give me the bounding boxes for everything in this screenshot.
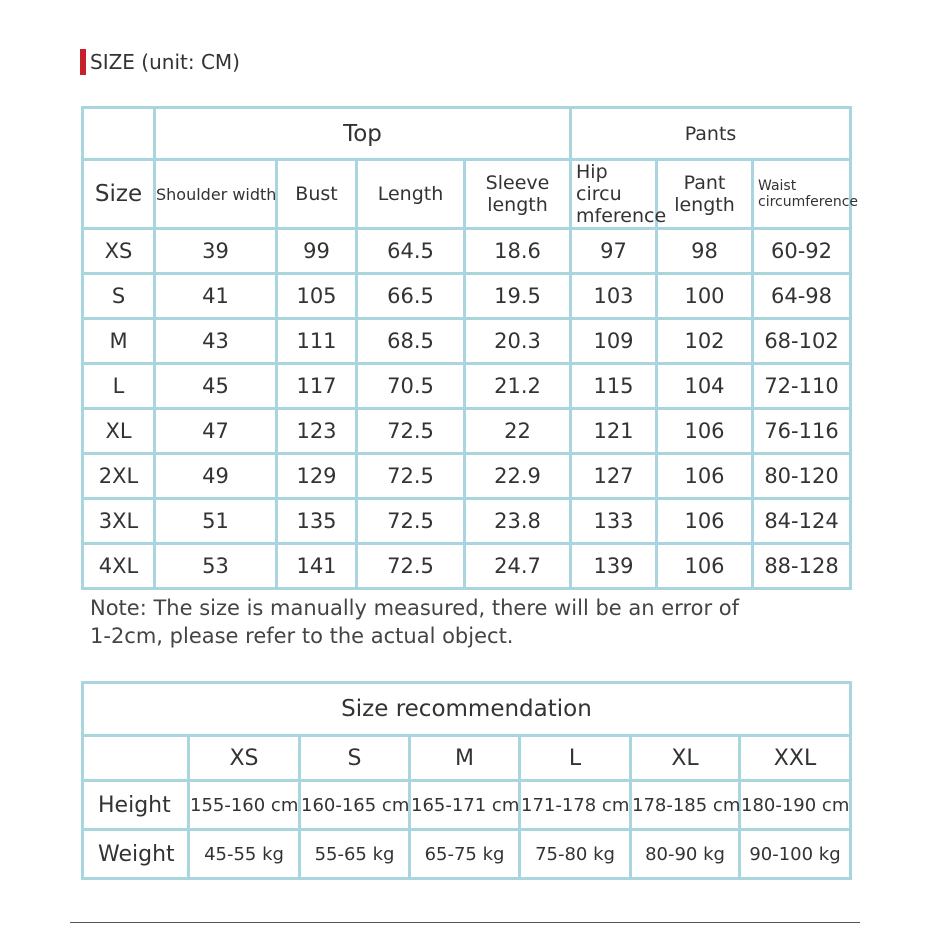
height-label: Height (83, 781, 189, 830)
col-header-hip (571, 160, 667, 229)
length-cell: 68.5 (357, 319, 465, 364)
weight-cell: 45-55 kg (189, 830, 300, 879)
pant-length-cell: 100 (657, 274, 753, 319)
bust-cell: 111 (277, 319, 357, 364)
waist-cell: 60-92 (753, 229, 851, 274)
pant-length-cell: 106 (657, 454, 753, 499)
size-cell: S (83, 274, 155, 319)
pant-length-cell: 106 (657, 499, 753, 544)
sleeve-cell: 23.8 (465, 499, 571, 544)
hip-cell: 103 (571, 274, 657, 319)
bottom-divider (70, 922, 860, 923)
waist-cell: 84-124 (753, 499, 851, 544)
sleeve-cell: 24.7 (465, 544, 571, 589)
group-header-row (83, 108, 851, 160)
length-cell: 72.5 (357, 544, 465, 589)
bust-cell: 99 (277, 229, 357, 274)
size-cell: 4XL (83, 544, 155, 589)
length-cell: 64.5 (357, 229, 465, 274)
col-header-size: Size (83, 160, 155, 229)
hip-cell: 121 (571, 409, 657, 454)
sleeve-cell: 21.2 (465, 364, 571, 409)
waist-cell: 68-102 (753, 319, 851, 364)
rec-size-cell: XS (189, 736, 300, 781)
bust-cell: 141 (277, 544, 357, 589)
measurement-note (90, 594, 790, 650)
table-row (83, 454, 851, 499)
bust-cell: 105 (277, 274, 357, 319)
table-row (83, 319, 851, 364)
weight-label: Weight (83, 830, 189, 879)
bust-cell: 117 (277, 364, 357, 409)
corner-cell (83, 736, 189, 781)
sleeve-cell: 20.3 (465, 319, 571, 364)
recommendation-title-row (83, 683, 851, 736)
rec-size-cell: XXL (740, 736, 851, 781)
recommendation-height-row (83, 781, 851, 830)
group-pants-header: Pants (571, 108, 851, 160)
pant-length-cell: 106 (657, 409, 753, 454)
rec-size-cell: L (520, 736, 631, 781)
table-row (83, 229, 851, 274)
pant-length-cell: 98 (657, 229, 753, 274)
table-row (83, 544, 851, 589)
size-cell: XL (83, 409, 155, 454)
weight-cell: 65-75 kg (410, 830, 520, 879)
sleeve-cell: 18.6 (465, 229, 571, 274)
table-row (83, 274, 851, 319)
col-header-sleeve-line1: Sleeve (485, 172, 550, 194)
size-cell: M (83, 319, 155, 364)
waist-cell: 64-98 (753, 274, 851, 319)
shoulder-cell: 47 (155, 409, 277, 454)
height-cell: 165-171 cm (410, 781, 520, 830)
hip-cell: 115 (571, 364, 657, 409)
size-cell: 3XL (83, 499, 155, 544)
hip-cell: 133 (571, 499, 657, 544)
chart-heading (80, 48, 240, 76)
col-header-hip-line1: Hip circu (576, 161, 622, 205)
shoulder-cell: 53 (155, 544, 277, 589)
shoulder-cell: 39 (155, 229, 277, 274)
hip-cell: 109 (571, 319, 657, 364)
size-cell: L (83, 364, 155, 409)
col-header-shoulder: Shoulder width (155, 160, 277, 229)
length-cell: 72.5 (357, 454, 465, 499)
bust-cell: 123 (277, 409, 357, 454)
hip-cell: 97 (571, 229, 657, 274)
note-line-1: Note: The size is manually measured, there will be an error of (90, 596, 740, 620)
col-header-pant (657, 160, 753, 229)
height-cell: 180-190 cm (740, 781, 851, 830)
col-header-sleeve-line2: length (487, 194, 548, 216)
col-header-waist-line2: circumference (758, 194, 859, 210)
col-header-sleeve (465, 160, 571, 229)
pant-length-cell: 106 (657, 544, 753, 589)
size-recommendation-table (81, 681, 852, 880)
weight-cell: 90-100 kg (740, 830, 851, 879)
col-header-length: Length (357, 160, 465, 229)
rec-size-cell: XL (631, 736, 740, 781)
heading-accent-bar (80, 49, 86, 75)
waist-cell: 80-120 (753, 454, 851, 499)
hip-cell: 127 (571, 454, 657, 499)
hip-cell: 139 (571, 544, 657, 589)
waist-cell: 88-128 (753, 544, 851, 589)
size-cell: 2XL (83, 454, 155, 499)
shoulder-cell: 41 (155, 274, 277, 319)
recommendation-size-row (83, 736, 851, 781)
sleeve-cell: 22 (465, 409, 571, 454)
col-header-pant-line1: Pant (683, 172, 726, 194)
height-cell: 155-160 cm (189, 781, 300, 830)
table-row (83, 364, 851, 409)
column-header-row (83, 160, 851, 229)
height-cell: 178-185 cm (631, 781, 740, 830)
sleeve-cell: 19.5 (465, 274, 571, 319)
corner-cell (83, 108, 155, 160)
length-cell: 66.5 (357, 274, 465, 319)
shoulder-cell: 51 (155, 499, 277, 544)
rec-size-cell: S (300, 736, 410, 781)
table-row (83, 499, 851, 544)
height-cell: 171-178 cm (520, 781, 631, 830)
waist-cell: 76-116 (753, 409, 851, 454)
col-header-pant-line2: length (674, 194, 735, 216)
length-cell: 72.5 (357, 409, 465, 454)
bust-cell: 135 (277, 499, 357, 544)
group-top-header: Top (155, 108, 571, 160)
bust-cell: 129 (277, 454, 357, 499)
rec-size-cell: M (410, 736, 520, 781)
col-header-bust: Bust (277, 160, 357, 229)
recommendation-title: Size recommendation (83, 683, 851, 736)
size-table (81, 106, 859, 590)
weight-cell: 55-65 kg (300, 830, 410, 879)
heading-text: SIZE (unit: CM) (90, 50, 240, 74)
col-header-hip-line2: mference (576, 205, 667, 227)
height-cell: 160-165 cm (300, 781, 410, 830)
shoulder-cell: 49 (155, 454, 277, 499)
weight-cell: 80-90 kg (631, 830, 740, 879)
shoulder-cell: 43 (155, 319, 277, 364)
sleeve-cell: 22.9 (465, 454, 571, 499)
pant-length-cell: 102 (657, 319, 753, 364)
size-cell: XS (83, 229, 155, 274)
recommendation-weight-row (83, 830, 851, 879)
shoulder-cell: 45 (155, 364, 277, 409)
weight-cell: 75-80 kg (520, 830, 631, 879)
note-line-2: 1-2cm, please refer to the actual object. (90, 624, 514, 648)
table-row (83, 409, 851, 454)
waist-cell: 72-110 (753, 364, 851, 409)
pant-length-cell: 104 (657, 364, 753, 409)
length-cell: 72.5 (357, 499, 465, 544)
col-header-waist-line1: Waist (758, 178, 797, 194)
length-cell: 70.5 (357, 364, 465, 409)
col-header-waist (753, 160, 859, 229)
